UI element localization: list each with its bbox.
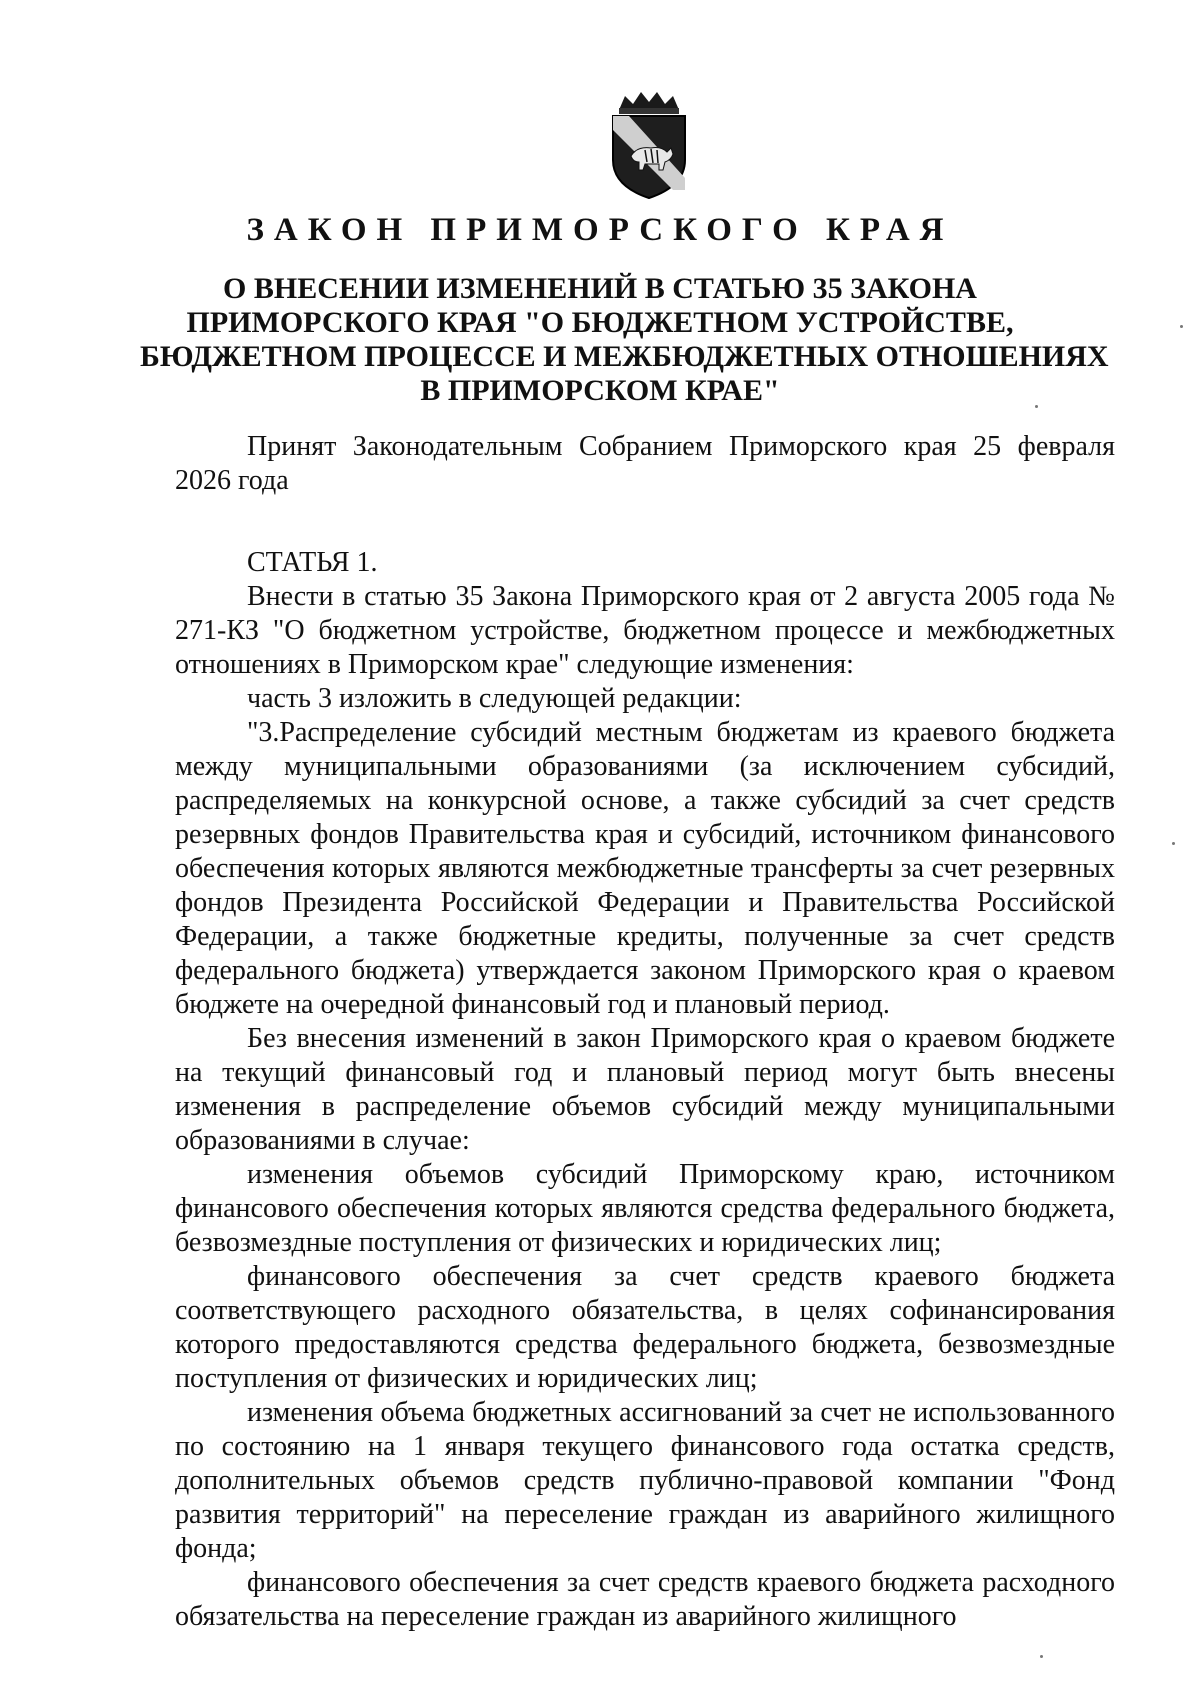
article-paragraph: Внести в статью 35 Закона Приморского края от 2 августа 2005 года № 271-КЗ "О бюджетном устройстве, бюджетном процессе и межбюджетных отношениях в Приморском крае" следующие изменения: (175, 581, 1115, 680)
scan-speck (1040, 1655, 1043, 1658)
article-paragraph: Без внесения изменений в закон Приморского края о краевом бюджете на текущий финансовый год и плановый период могут быть внесены изменения в распределение объемов субсидий между муниципальными образованиями в случае: (175, 1023, 1115, 1156)
law-subtitle (140, 272, 1109, 408)
law-title: ЗАКОН ПРИМОРСКОГО КРАЯ (246, 212, 954, 248)
article-paragraph: финансового обеспечения за счет средств краевого бюджета расходного обязательства на переселение граждан из аварийного жилищного (175, 1567, 1115, 1632)
article-paragraph: финансового обеспечения за счет средств краевого бюджета соответствующего расходного обязательства, в целях софинансирования которого предоставляются средства федерального бюджета, безвозмездные поступления от физических и юридических лиц; (175, 1261, 1115, 1394)
scan-speck (1035, 405, 1038, 408)
article-paragraph: изменения объема бюджетных ассигнований за счет не использованного по состоянию на 1 января текущего финансового года остатка средств, дополнительных объемов средств публично-правовой компании "Фонд развития территорий" на переселение граждан из аварийного жилищного фонда; (175, 1397, 1115, 1564)
article-heading: СТАТЬЯ 1. (247, 547, 378, 578)
subtitle-line: О ВНЕСЕНИИ ИЗМЕНЕНИЙ В СТАТЬЮ 35 ЗАКОНА (223, 272, 977, 305)
subtitle-line: ПРИМОРСКОГО КРАЯ "О БЮДЖЕТНОМ УСТРОЙСТВЕ, (186, 306, 1014, 339)
subtitle-line: БЮДЖЕТНОМ ПРОЦЕССЕ И МЕЖБЮДЖЕТНЫХ ОТНОШЕНИЯХ (140, 340, 1109, 373)
law-body (175, 430, 1115, 1634)
subtitle-line: В ПРИМОРСКОМ КРАЕ" (420, 374, 780, 407)
article-paragraph: часть 3 изложить в следующей редакции: (247, 683, 742, 714)
coat-of-arms-emblem (605, 90, 693, 200)
adoption-note: Принят Законодательным Собранием Приморского края 25 февраля 2026 года (175, 431, 1115, 496)
article-paragraph: изменения объемов субсидий Приморскому краю, источником финансового обеспечения которых являются средства федерального бюджета, безвозмездные поступления от физических и юридических лиц; (175, 1159, 1115, 1258)
scan-speck (1172, 842, 1175, 845)
article-paragraph: "3.Распределение субсидий местным бюджетам из краевого бюджета между муниципальными образованиями (за исключением субсидий, распределяемых на конкурсной основе, а также субсидий за счет средств резервных фондов Правительства края и субсидий, источником финансового обеспечения которых являются межбюджетные трансферты за счет резервных фондов Президента Российской Федерации и Правительства Российской Федерации, а также бюджетные кредиты, полученные за счет средств федерального бюджета) утверждается законом Приморского края о краевом бюджете на очередной финансовый год и плановый период. (175, 717, 1115, 1020)
scan-speck (1180, 325, 1183, 328)
